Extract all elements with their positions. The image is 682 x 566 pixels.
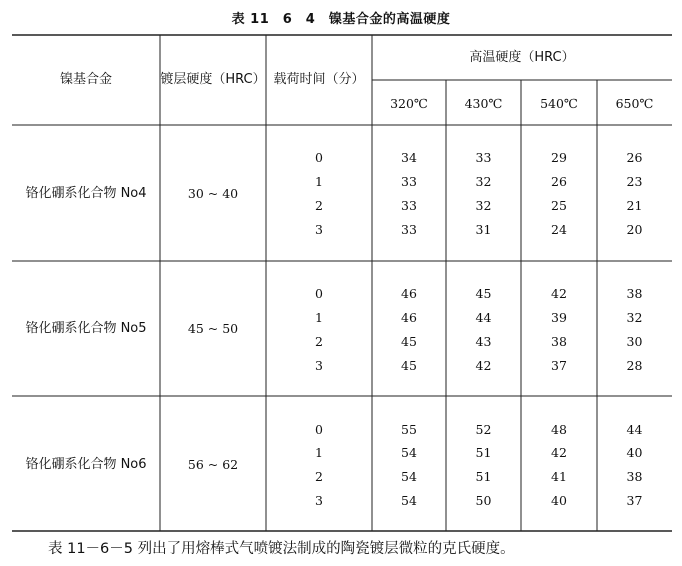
value-cell: 29 (551, 150, 567, 165)
time-cell: 2 (315, 198, 323, 213)
value-cell: 42 (551, 286, 567, 301)
value-cell: 55 (401, 422, 417, 437)
value-cell: 52 (475, 422, 492, 437)
value-cell: 37 (626, 493, 643, 508)
value-cell: 25 (551, 198, 567, 213)
value-cell: 40 (551, 493, 567, 508)
value-cell: 54 (401, 469, 417, 484)
footnote-text: 表 11－6－5 列出了用熔棒式气喷镀法制成的陶瓷镀层微粒的克氏硬度。 (48, 541, 515, 557)
value-cell: 33 (401, 198, 417, 213)
group-1-coating-hardness: 30 ~ 40 (187, 186, 239, 201)
value-cell: 38 (626, 286, 643, 301)
value-cell: 51 (475, 469, 492, 484)
value-cell: 48 (551, 422, 567, 437)
value-cell: 45 (401, 358, 417, 373)
time-cell: 1 (315, 310, 323, 325)
value-cell: 54 (401, 445, 417, 460)
value-cell: 33 (475, 150, 492, 165)
header-temp-540: 540℃ (540, 96, 578, 111)
value-cell: 26 (551, 174, 567, 189)
value-cell: 31 (475, 222, 492, 237)
value-cell: 32 (475, 198, 492, 213)
table-title: 表 11 6 4 镍基合金的高温硬度 (231, 12, 451, 27)
value-cell: 32 (626, 310, 643, 325)
header-alloy: 镍基合金 (59, 72, 112, 87)
value-cell: 26 (626, 150, 643, 165)
group-1-alloy: 铬化硼系化合物 No4 (25, 186, 147, 201)
time-cell: 0 (315, 422, 323, 437)
time-cell: 1 (315, 445, 323, 460)
header-temp-430: 430℃ (464, 96, 503, 111)
value-cell: 33 (401, 222, 417, 237)
time-cell: 1 (315, 174, 323, 189)
value-cell: 44 (626, 422, 643, 437)
value-cell: 42 (475, 358, 492, 373)
value-cell: 45 (401, 334, 417, 349)
header-temp-320: 320℃ (390, 96, 428, 111)
value-cell: 23 (626, 174, 643, 189)
time-cell: 2 (315, 469, 323, 484)
value-cell: 39 (551, 310, 567, 325)
value-cell: 24 (551, 222, 567, 237)
value-cell: 21 (626, 198, 643, 213)
header-temp-650: 650℃ (615, 96, 654, 111)
value-cell: 28 (626, 358, 643, 373)
group-2-alloy: 铬化硼系化合物 No5 (25, 321, 147, 336)
value-cell: 40 (626, 445, 643, 460)
value-cell: 20 (626, 222, 643, 237)
value-cell: 33 (401, 174, 417, 189)
time-cell: 2 (315, 334, 323, 349)
value-cell: 46 (401, 310, 417, 325)
group-3-alloy: 铬化硼系化合物 No6 (25, 457, 147, 472)
value-cell: 32 (475, 174, 492, 189)
value-cell: 43 (475, 334, 492, 349)
time-cell: 0 (315, 150, 323, 165)
time-cell: 3 (315, 493, 323, 508)
value-cell: 30 (626, 334, 643, 349)
value-cell: 54 (401, 493, 417, 508)
value-cell: 45 (475, 286, 492, 301)
value-cell: 50 (475, 493, 492, 508)
time-cell: 3 (315, 222, 323, 237)
time-cell: 3 (315, 358, 323, 373)
value-cell: 41 (551, 469, 567, 484)
value-cell: 51 (475, 445, 492, 460)
value-cell: 38 (626, 469, 643, 484)
header-coating-hardness: 镀层硬度（HRC） (160, 72, 266, 87)
time-cell: 0 (315, 286, 323, 301)
group-2-coating-hardness: 45 ~ 50 (187, 321, 239, 336)
value-cell: 44 (475, 310, 492, 325)
value-cell: 46 (401, 286, 417, 301)
header-load-time: 载荷时间（分） (273, 72, 365, 87)
value-cell: 42 (551, 445, 567, 460)
group-3-coating-hardness: 56 ~ 62 (187, 457, 239, 472)
value-cell: 37 (551, 358, 567, 373)
value-cell: 34 (401, 150, 417, 165)
header-high-temp-hardness: 高温硬度（HRC） (469, 50, 575, 65)
value-cell: 38 (551, 334, 567, 349)
